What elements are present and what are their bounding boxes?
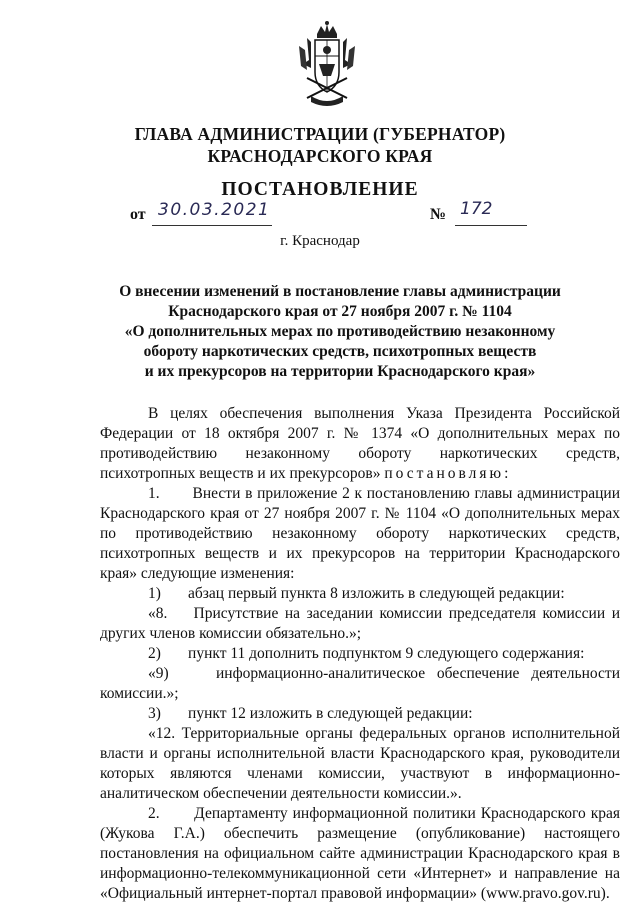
subitem-1-text: «8. Присутствие на заседании комиссии председателя комиссии и других членов комиссии обязательно.»; <box>100 605 620 642</box>
subitem-2-text: «9) информационно-аналитическое обеспечение деятельности комиссии.»; <box>100 665 620 702</box>
intro-paragraph <box>100 404 620 484</box>
city: г. Краснодар <box>280 233 360 249</box>
intro-text: В целях обеспечения выполнения Указа Президента Российской Федерации от 18 октября 2007 г. № 1374 «О дополнительных мерах по противодействию незаконному обороту наркотических средств, психотропных веществ и их прекурсоров» <box>100 405 620 482</box>
subitem-1: 1) абзац первый пункта 8 изложить в следующей редакции: <box>148 585 565 602</box>
title-line: и их прекурсоров на территории Краснодарского края» <box>144 363 536 380</box>
date-underline <box>152 225 272 226</box>
title-line: «О дополнительных мерах по противодействию незаконному <box>124 323 556 340</box>
paragraph-2: 2. Департаменту информационной политики Краснодарского края (Жукова Г.А.) обеспечить размещение (опубликование) настоящего постановления на официальном сайте администрации Краснодарского края в информационно-телекоммуникационной сети «Интернет» и направление на «Официальный интернет-портал правовой информации» (www.pravo.gov.ru). <box>100 805 620 902</box>
intro-decree-word: постановляю: <box>384 465 512 482</box>
date-label: от <box>130 206 146 223</box>
subitem-2: 2) пункт 11 дополнить подпунктом 9 следующего содержания: <box>148 645 585 662</box>
subitem-3-text: «12. Территориальные органы федеральных органов исполнительной власти и органы исполнительной власти Краснодарского края, руководители которых являются членами комиссии, участвуют в информационно-аналитическом обеспечении деятельности комиссии.». <box>100 725 620 802</box>
title-line: Краснодарского края от 27 ноября 2007 г. № 1104 <box>168 303 512 320</box>
header-line-1: ГЛАВА АДМИНИСТРАЦИИ (ГУБЕРНАТОР) <box>134 124 506 144</box>
document-body <box>100 404 620 904</box>
number-label: № <box>430 206 447 223</box>
header-line-2: КРАСНОДАРСКОГО КРАЯ <box>207 146 433 166</box>
document-title <box>100 282 580 382</box>
number-value: 172 <box>460 199 493 219</box>
subitem-3: 3) пункт 12 изложить в следующей редакции: <box>148 705 473 722</box>
number-underline <box>455 225 527 226</box>
date-value: 30.03.2021 <box>158 200 271 220</box>
title-line: О внесении изменений в постановление главы администрации <box>119 283 561 300</box>
paragraph-1: 1. Внести в приложение 2 к постановлению главы администрации Краснодарского края от 27 ноября 2007 г. № 1104 «О дополнительных мерах по противодействию незаконному обороту наркотических средств, психотропных веществ и их прекурсоров на территории Краснодарского края» следующие изменения: <box>100 485 620 582</box>
title-line: обороту наркотических средств, психотропных веществ <box>143 343 537 360</box>
document-type: ПОСТАНОВЛЕНИЕ <box>221 179 419 200</box>
coat-of-arms-icon <box>297 20 357 110</box>
